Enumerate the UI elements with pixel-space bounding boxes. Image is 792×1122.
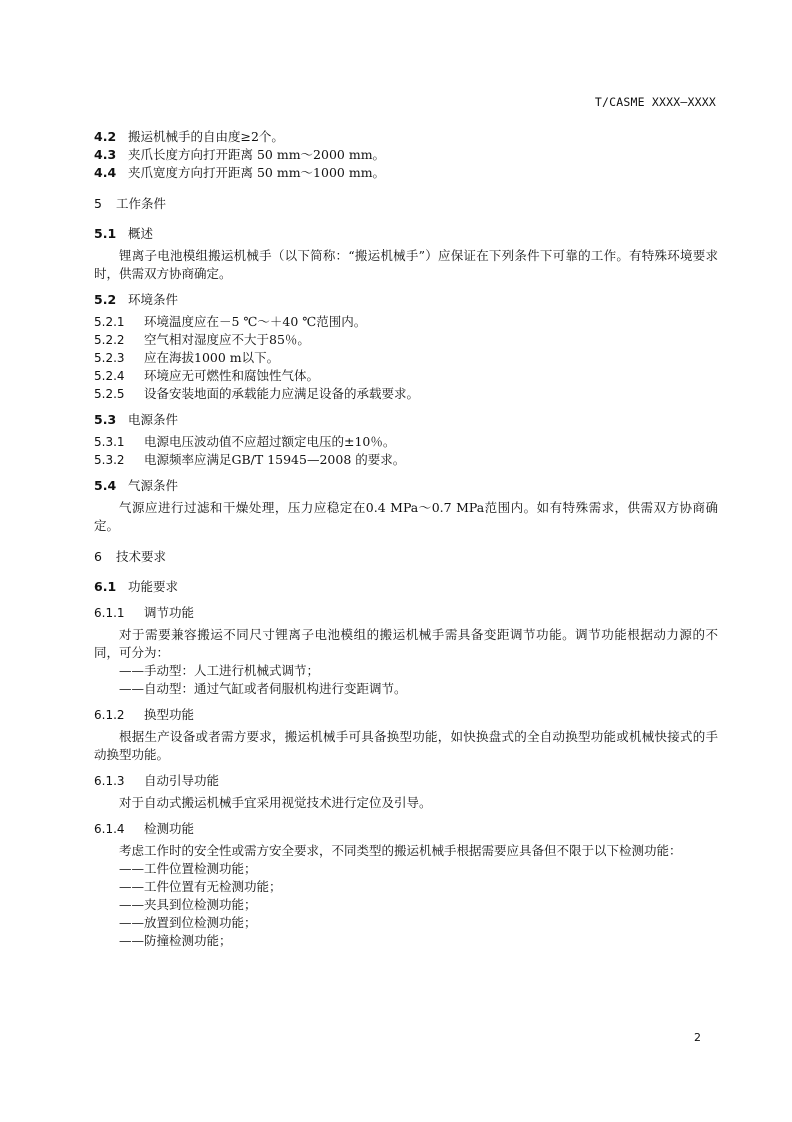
clause-text: 环境温度应在－5 ℃～＋40 ℃范围内。 xyxy=(144,314,367,329)
clause-5-2-1 xyxy=(94,313,718,331)
clause-text: 设备安装地面的承载能力应满足设备的承载要求。 xyxy=(144,386,420,401)
clause-number: 5.2.1 xyxy=(94,315,125,329)
clause-number: 6.1.3 xyxy=(94,774,125,788)
section-title: 功能要求 xyxy=(128,579,179,594)
clause-number: 6.1.4 xyxy=(94,822,125,836)
list-item: ——防撞检测功能； xyxy=(119,933,232,948)
section-title: 概述 xyxy=(128,226,154,241)
clause-text: 应在海拔1000 m以下。 xyxy=(144,350,280,365)
clause-6-1-4-heading xyxy=(94,820,718,838)
section-5-4-paragraph: 气源应进行过滤和干燥处理，压力应稳定在0.4 MPa～0.7 MPa范围内。如有特殊需求，供需双方协商确定。 xyxy=(94,500,718,533)
clause-number: 4.2 xyxy=(94,129,117,144)
clause-6-1-2-heading xyxy=(94,706,718,724)
page-number: 2 xyxy=(694,1031,701,1044)
clause-title: 检测功能 xyxy=(144,821,195,836)
clause-text: 环境应无可燃性和腐蚀性气体。 xyxy=(144,368,320,383)
list-item: ——自动型：通过气缸或者伺服机构进行变距调节。 xyxy=(119,681,407,696)
clause-text: 电源电压波动值不应超过额定电压的±10％。 xyxy=(144,434,396,449)
section-6-1-heading xyxy=(94,578,718,596)
clause-6-1-4-paragraph: 考虑工作时的安全性或需方安全要求，不同类型的搬运机械手根据需要应具备但不限于以下检测功能： xyxy=(119,843,682,858)
document-code-header: T/CASME XXXX—XXXX xyxy=(594,95,716,109)
clause-number: 5.3.1 xyxy=(94,435,125,449)
clause-text: 夹爪长度方向打开距离 50 mm～2000 mm。 xyxy=(128,147,386,162)
clause-number: 5.2.2 xyxy=(94,333,125,347)
clause-6-1-3-heading xyxy=(94,772,718,790)
section-title: 环境条件 xyxy=(128,292,179,307)
clause-5-2-3 xyxy=(94,349,718,367)
clause-text: 夹爪宽度方向打开距离 50 mm～1000 mm。 xyxy=(128,165,386,180)
clause-4-3 xyxy=(94,146,718,164)
section-title: 电源条件 xyxy=(128,412,179,427)
list-item: ——放置到位检测功能； xyxy=(119,915,257,930)
clause-number: 5.2.5 xyxy=(94,387,125,401)
list-item: ——工件位置检测功能； xyxy=(119,861,257,876)
section-5-2-heading xyxy=(94,291,718,309)
clause-title: 调节功能 xyxy=(144,605,195,620)
chapter-number: 6 xyxy=(94,549,102,564)
chapter-title: 技术要求 xyxy=(116,549,167,564)
clause-number: 6.1.2 xyxy=(94,708,125,722)
document-body xyxy=(94,128,718,950)
clause-6-1-1-heading xyxy=(94,604,718,622)
section-5-1-paragraph: 锂离子电池模组搬运机械手（以下简称：“搬运机械手”）应保证在下列条件下可靠的工作。有特殊环境要求时，供需双方协商确定。 xyxy=(94,248,718,281)
clause-4-4 xyxy=(94,164,718,182)
list-item: ——工件位置有无检测功能； xyxy=(119,879,282,894)
clause-title: 换型功能 xyxy=(144,707,195,722)
section-5-1-heading xyxy=(94,225,718,243)
clause-6-1-2-paragraph: 根据生产设备或者需方要求，搬运机械手可具备换型功能，如快换盘式的全自动换型功能或机械快接式的手动换型功能。 xyxy=(94,729,718,762)
clause-5-2-4 xyxy=(94,367,718,385)
clause-number: 4.3 xyxy=(94,147,117,162)
clause-number: 6.1.1 xyxy=(94,606,125,620)
clause-text: 搬运机械手的自由度≥2个。 xyxy=(128,129,284,144)
list-item: ——夹具到位检测功能； xyxy=(119,897,257,912)
chapter-title: 工作条件 xyxy=(116,196,167,211)
chapter-number: 5 xyxy=(94,196,102,211)
clause-6-1-3-paragraph: 对于自动式搬运机械手宜采用视觉技术进行定位及引导。 xyxy=(119,795,432,810)
clause-5-3-1 xyxy=(94,433,718,451)
section-5-3-heading xyxy=(94,411,718,429)
section-5-4-heading xyxy=(94,477,718,495)
section-number: 5.3 xyxy=(94,412,117,427)
clause-5-2-5 xyxy=(94,385,718,403)
section-number: 5.2 xyxy=(94,292,117,307)
clause-text: 电源频率应满足GB/T 15945—2008 的要求。 xyxy=(144,452,406,467)
clause-number: 5.2.3 xyxy=(94,351,125,365)
clause-text: 空气相对湿度应不大于85％。 xyxy=(144,332,310,347)
clause-4-2 xyxy=(94,128,718,146)
section-number: 5.4 xyxy=(94,478,117,493)
clause-number: 4.4 xyxy=(94,165,117,180)
clause-6-1-1-paragraph: 对于需要兼容搬运不同尺寸锂离子电池模组的搬运机械手需具备变距调节功能。调节功能根据动力源的不同，可分为： xyxy=(94,627,718,660)
clause-number: 5.3.2 xyxy=(94,453,125,467)
section-number: 5.1 xyxy=(94,226,117,241)
clause-5-2-2 xyxy=(94,331,718,349)
chapter-5-heading xyxy=(94,195,718,213)
clause-5-3-2 xyxy=(94,451,718,469)
section-number: 6.1 xyxy=(94,579,117,594)
clause-number: 5.2.4 xyxy=(94,369,125,383)
chapter-6-heading xyxy=(94,548,718,566)
section-title: 气源条件 xyxy=(128,478,179,493)
clause-title: 自动引导功能 xyxy=(144,773,220,788)
list-item: ——手动型：人工进行机械式调节； xyxy=(119,663,320,678)
